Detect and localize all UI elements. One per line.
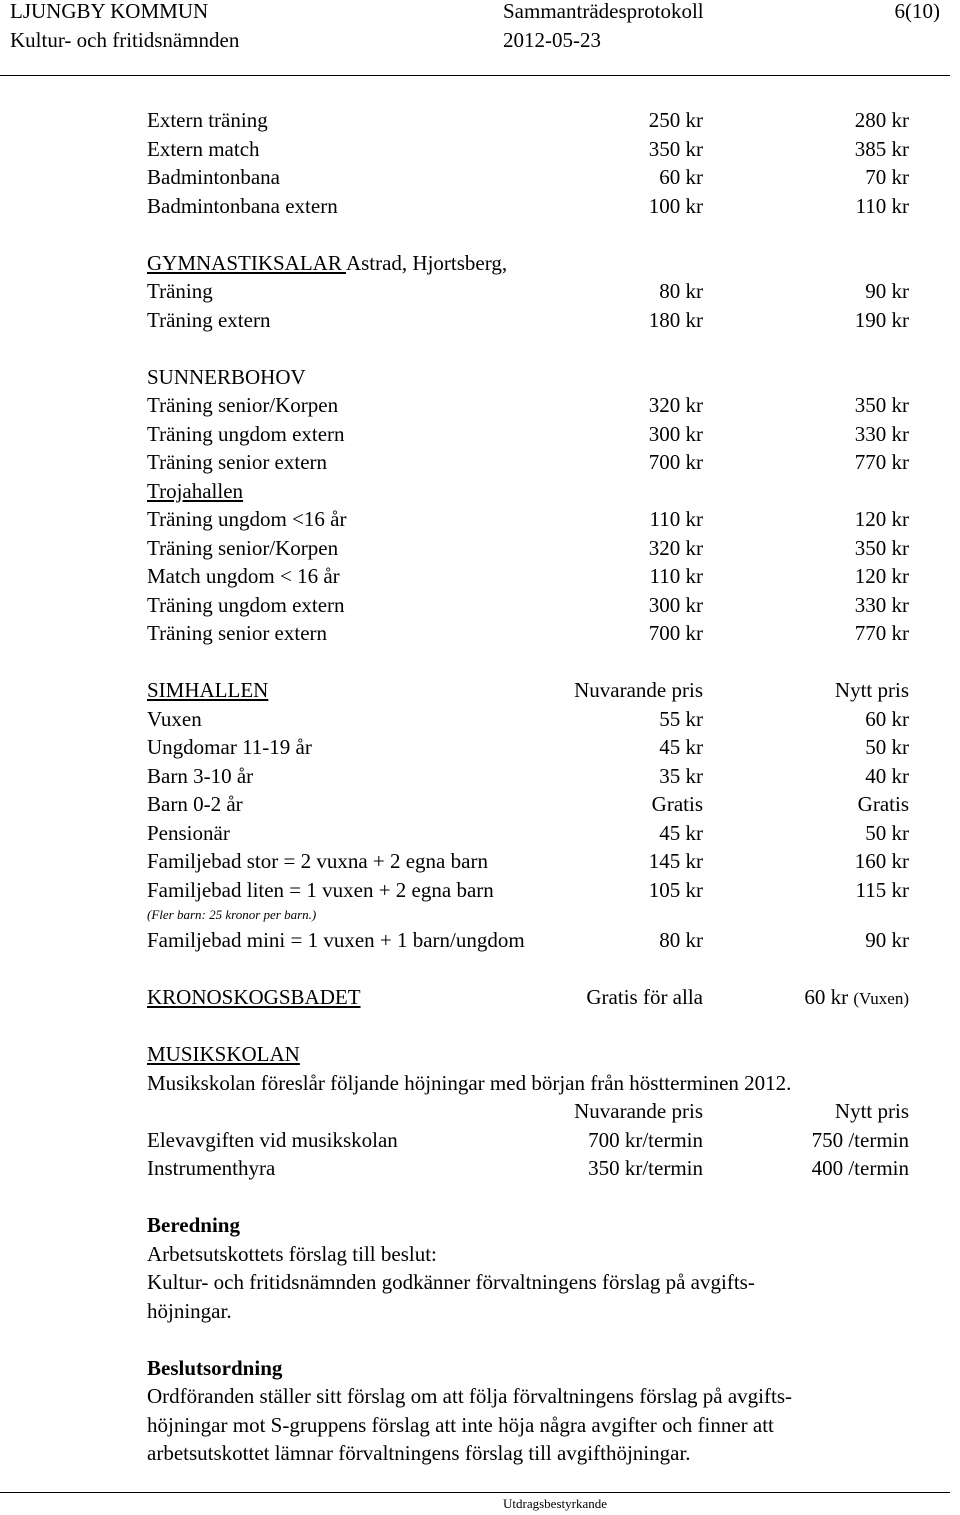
section-intro: Musikskolan föreslår följande höjningar med början från höstterminen 2012. <box>147 1070 792 1095</box>
price-row <box>147 106 909 135</box>
row-label: Träning ungdom <16 år <box>147 507 347 531</box>
price-row <box>147 534 909 563</box>
price-row <box>147 306 909 335</box>
row-current-price: 45 kr <box>659 820 703 845</box>
price-row <box>147 163 909 192</box>
row-current-price: 700 kr <box>648 621 703 645</box>
row-current-price: 55 kr <box>659 706 703 731</box>
row-label: Träning <box>147 279 213 303</box>
section-heading-rest: Astrad, Hjortsberg, <box>345 250 508 275</box>
section-heading-text: MUSIKSKOLAN <box>147 1042 300 1066</box>
price-row <box>147 591 909 620</box>
row-new-price <box>804 983 909 1014</box>
row-new-price: 120 kr <box>854 564 909 588</box>
row-current-price: 350 kr/termin <box>588 1156 703 1180</box>
row-current-price: Gratis <box>651 792 703 816</box>
row-label: Barn 3-10 år <box>147 763 254 788</box>
price-row <box>147 1126 909 1155</box>
row-current-price: Gratis för alla <box>586 985 703 1009</box>
price-section-trojahallen <box>147 477 909 648</box>
price-row <box>147 420 909 449</box>
row-label: Ungdomar 11-19 år <box>147 735 312 759</box>
section-heading-underlined: GYMNASTIKSALAR <box>147 250 346 275</box>
beslutsordning-section <box>147 1354 909 1468</box>
section-heading <box>147 676 909 705</box>
row-current-price: 700 kr <box>648 450 703 474</box>
footer-divider <box>0 1492 950 1493</box>
row-current-price: 80 kr <box>659 928 703 952</box>
price-row <box>147 192 909 221</box>
row-current-price: 45 kr <box>659 735 703 759</box>
row-new-price: 190 kr <box>854 307 909 332</box>
row-current-price: 320 kr <box>648 393 703 417</box>
page-header <box>0 0 960 78</box>
row-current-price: 300 kr <box>648 421 703 446</box>
row-new-price: 350 kr <box>854 393 909 417</box>
price-row <box>147 277 909 306</box>
price-row <box>147 505 909 534</box>
row-current-price: 60 kr <box>659 165 703 189</box>
section-heading-text: KRONOSKOGSBADET <box>147 985 361 1009</box>
row-label: Träning ungdom extern <box>147 421 345 446</box>
row-new-price: 400 /termin <box>811 1156 909 1180</box>
beredning-section <box>147 1211 909 1325</box>
beredning-text-line: Arbetsutskottets förslag till beslut: <box>147 1241 437 1266</box>
row-new-price: Gratis <box>857 792 909 816</box>
header-committee: Kultur- och fritidsnämnden <box>10 28 240 52</box>
column-header-current: Nuvarande pris <box>574 678 703 702</box>
new-price-note: (Vuxen) <box>853 989 909 1008</box>
header-line-1 <box>0 0 948 25</box>
price-section-gymnastiksalar <box>147 249 909 335</box>
row-label: Träning senior extern <box>147 621 328 645</box>
column-header-new: Nytt pris <box>834 1099 909 1123</box>
column-header-new: Nytt pris <box>834 678 909 702</box>
header-divider <box>0 75 950 76</box>
row-current-price: 320 kr <box>648 535 703 560</box>
header-date: 2012-05-23 <box>503 28 601 52</box>
row-new-price: 90 kr <box>865 928 909 952</box>
price-row <box>147 819 909 848</box>
row-new-price: 50 kr <box>865 820 909 845</box>
row-current-price: 350 kr <box>648 136 703 161</box>
column-headers <box>147 1097 909 1126</box>
price-section-sunnerbohov <box>147 363 909 477</box>
row-new-price: 330 kr <box>854 592 909 617</box>
row-label: Träning senior extern <box>147 450 328 474</box>
row-label: Pensionär <box>147 820 230 845</box>
row-label: Instrumenthyra <box>147 1156 276 1180</box>
row-label: Familjebad liten = 1 vuxen + 2 egna barn <box>147 877 494 902</box>
row-new-price: 350 kr <box>854 535 909 560</box>
price-row <box>147 847 909 876</box>
price-row <box>147 562 909 591</box>
row-label: Träning senior/Korpen <box>147 535 339 560</box>
section-heading-text: SIMHALLEN <box>147 678 269 702</box>
row-label: Familjebad stor = 2 vuxna + 2 egna barn <box>147 849 488 873</box>
price-row <box>147 733 909 762</box>
price-section-kronoskogsbadet <box>147 983 909 1012</box>
price-footnote: (Fler barn: 25 kronor per barn.) <box>147 907 317 922</box>
row-current-price: 700 kr/termin <box>588 1127 703 1152</box>
row-new-price: 770 kr <box>854 621 909 645</box>
row-new-price: 120 kr <box>854 507 909 531</box>
price-row <box>147 705 909 734</box>
header-org: LJUNGBY KOMMUN <box>10 0 209 23</box>
row-label: Träning ungdom extern <box>147 592 345 617</box>
document-body <box>147 106 909 1468</box>
row-current-price: 250 kr <box>648 108 703 132</box>
row-current-price: 105 kr <box>648 877 703 902</box>
beredning-text-line: höjningar. <box>147 1298 232 1323</box>
row-label: Extern träning <box>147 108 268 132</box>
price-row <box>147 790 909 819</box>
row-new-price: 330 kr <box>854 421 909 446</box>
section-heading-text: SUNNERBOHOV <box>147 364 306 389</box>
section-heading-text: Trojahallen <box>147 478 244 503</box>
row-label: Badmintonbana <box>147 165 280 189</box>
row-label: Match ungdom < 16 år <box>147 564 340 588</box>
row-new-price: 110 kr <box>855 193 909 218</box>
row-label: Barn 0-2 år <box>147 792 243 816</box>
row-label: Elevavgiften vid musikskolan <box>147 1127 398 1152</box>
price-row <box>147 1154 909 1183</box>
new-price-value: 60 kr <box>804 985 849 1009</box>
section-heading <box>147 249 909 278</box>
beredning-heading: Beredning <box>147 1213 240 1237</box>
row-current-price: 80 kr <box>659 279 703 303</box>
header-line-2 <box>0 26 948 54</box>
price-row <box>147 983 909 1012</box>
row-label: Träning senior/Korpen <box>147 393 339 417</box>
row-new-price: 50 kr <box>865 735 909 759</box>
price-row <box>147 619 909 648</box>
row-current-price: 145 kr <box>648 849 703 873</box>
row-new-price: 160 kr <box>854 849 909 873</box>
row-new-price: 770 kr <box>854 450 909 474</box>
beslutsordning-text-line: höjningar mot S-gruppens förslag att inte höja några avgifter och finner att <box>147 1412 774 1437</box>
column-header-current: Nuvarande pris <box>574 1099 703 1123</box>
price-row <box>147 926 909 955</box>
row-new-price: 280 kr <box>854 108 909 132</box>
beredning-text-line: Kultur- och fritidsnämnden godkänner förvaltningens förslag på avgifts- <box>147 1270 755 1294</box>
header-doc-type: Sammanträdesprotokoll <box>503 0 704 23</box>
row-current-price: 100 kr <box>648 193 703 218</box>
header-page-number: 6(10) <box>894 0 940 23</box>
row-label: Vuxen <box>147 706 202 731</box>
row-new-price: 70 kr <box>865 165 909 189</box>
row-new-price: 40 kr <box>865 763 909 788</box>
price-row <box>147 391 909 420</box>
price-row <box>147 876 909 905</box>
price-section-general <box>147 106 909 220</box>
row-label: Extern match <box>147 136 260 161</box>
section-heading <box>147 1040 909 1069</box>
row-new-price: 60 kr <box>865 706 909 731</box>
row-label: Familjebad mini = 1 vuxen + 1 barn/ungdom <box>147 928 525 952</box>
row-new-price: 385 kr <box>854 136 909 161</box>
row-current-price: 110 kr <box>649 507 703 531</box>
price-section-simhallen <box>147 676 909 955</box>
row-new-price: 90 kr <box>865 279 909 303</box>
price-section-musikskolan <box>147 1040 909 1183</box>
footer-text: Utdragsbestyrkande <box>503 1496 607 1511</box>
price-row <box>147 448 909 477</box>
beslutsordning-heading: Beslutsordning <box>147 1355 283 1380</box>
row-current-price: 110 kr <box>649 564 703 588</box>
row-label: Badmintonbana extern <box>147 193 338 218</box>
price-row <box>147 135 909 164</box>
page-footer <box>0 1495 960 1513</box>
beslutsordning-text-line: arbetsutskottet lämnar förvaltningens förslag till avgifthöjningar. <box>147 1441 691 1465</box>
row-label: Träning extern <box>147 307 271 332</box>
row-new-price: 115 kr <box>855 877 909 902</box>
row-current-price: 300 kr <box>648 592 703 617</box>
section-heading <box>147 477 909 506</box>
row-new-price: 750 /termin <box>811 1127 909 1152</box>
row-current-price: 180 kr <box>648 307 703 332</box>
price-row <box>147 762 909 791</box>
section-heading <box>147 363 909 392</box>
row-current-price: 35 kr <box>659 763 703 788</box>
beslutsordning-text-line: Ordföranden ställer sitt förslag om att följa förvaltningens förslag på avgifts- <box>147 1384 792 1408</box>
